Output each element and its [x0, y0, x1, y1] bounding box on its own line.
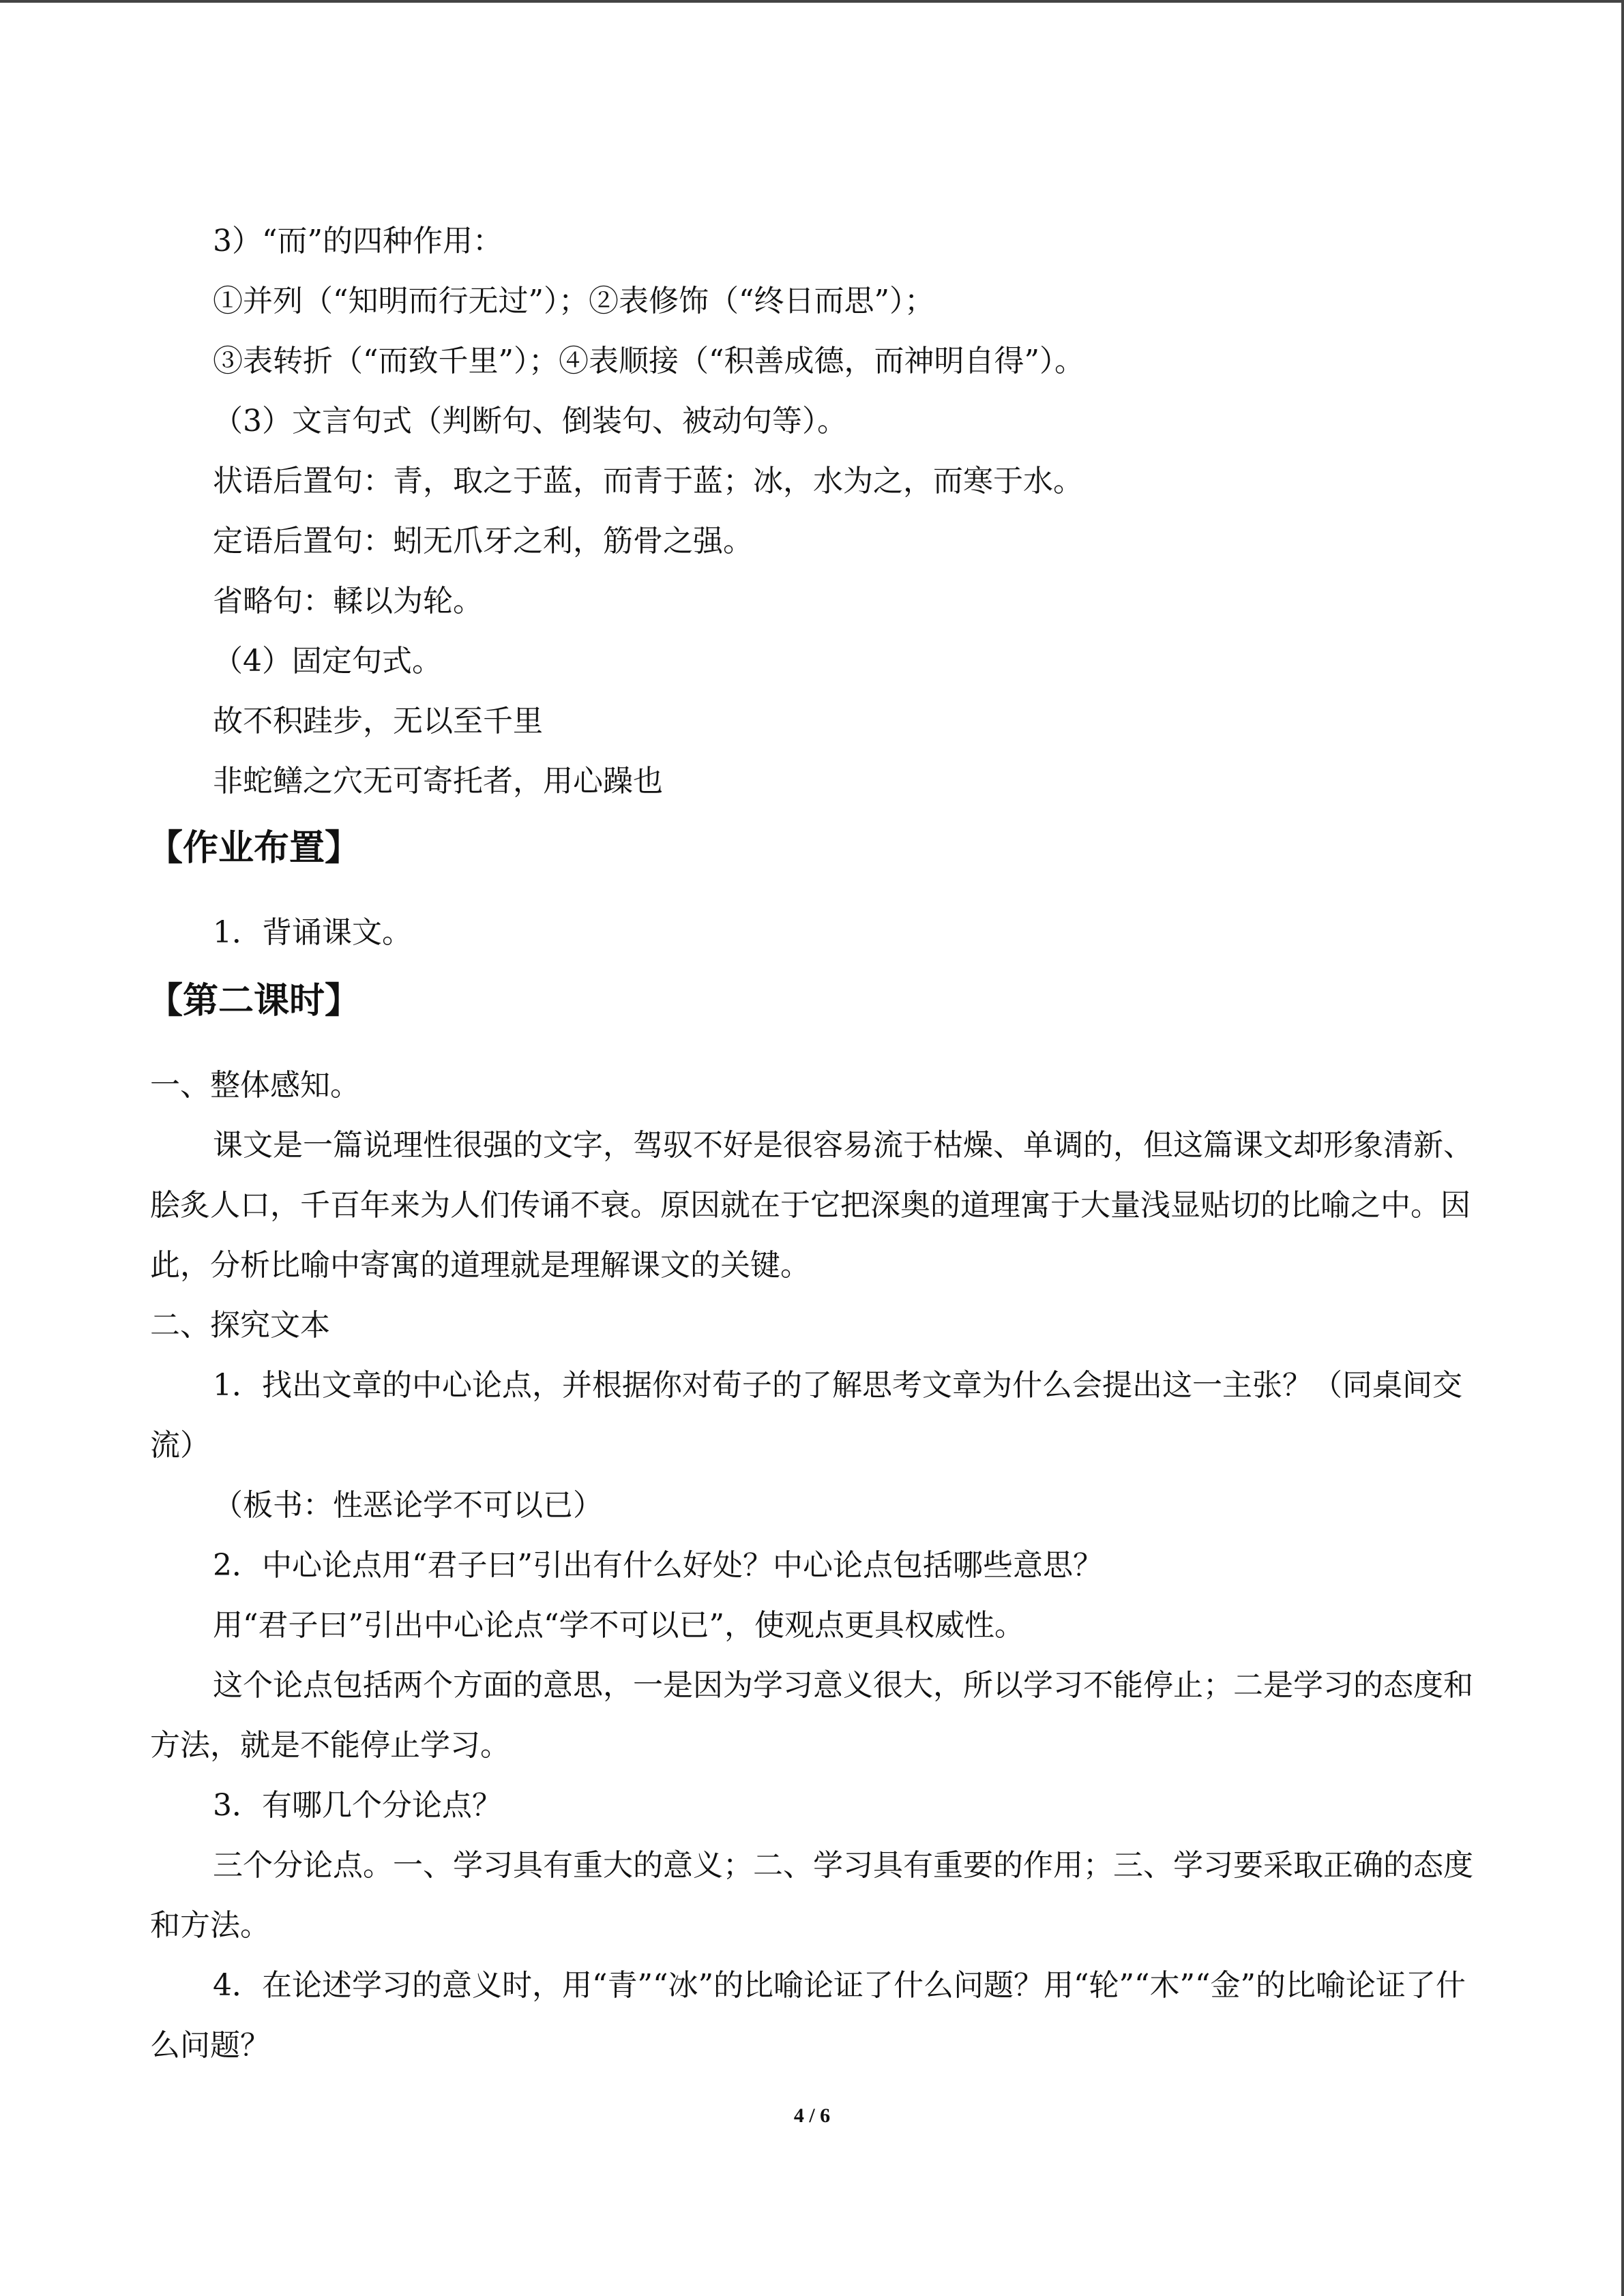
top-border [0, 0, 1624, 3]
text-line: 非蛇鳝之穴无可寄托者，用心躁也 [213, 764, 663, 799]
text-line: 定语后置句：蚓无爪牙之利，筋骨之强。 [213, 524, 753, 558]
heading-second-lesson: 【第二课时】 [147, 981, 361, 1022]
note: （板书：性恶论学不可以已） [213, 1488, 603, 1523]
text-line: ③表转折（“而致千里”）；④表顺接（“积善成德，而神明自得”）。 [213, 344, 1084, 378]
answer: 这个论点包括两个方面的意思，一是因为学习意义很大，所以学习不能停止；二是学习的态度和方法，就是不能停止学习。 [150, 1668, 1473, 1763]
question: 2．中心论点用“君子曰”引出有什么好处？中心论点包括哪些意思？ [213, 1548, 1103, 1583]
homework-item: 1．背诵课文。 [213, 915, 412, 950]
right-border [1621, 0, 1624, 2296]
paragraph: 课文是一篇说理性很强的文字，驾驭不好是很容易流于枯燥、单调的，但这篇课文却形象清新、脍炙人口，千百年来为人们传诵不衰。原因就在于它把深奥的道理寓于大量浅显贴切的比喻之中。因此，分析比喻中寄寓的道理就是理解课文的关键。 [150, 1128, 1473, 1283]
text-line: （4）固定句式。 [213, 644, 442, 679]
question: 4．在论述学习的意义时，用“青”“冰”的比喻论证了什么问题？用“轮”“木”“金”的比喻论证了什么问题？ [150, 1968, 1466, 2063]
page-content [147, 211, 1473, 2076]
text-line: （3）文言句式（判断句、倒装句、被动句等）。 [213, 404, 847, 438]
heading-homework: 【作业布置】 [147, 828, 361, 869]
answer: 用“君子曰”引出中心论点“学不可以已”，使观点更具权威性。 [213, 1608, 1024, 1643]
question: 1．找出文章的中心论点，并根据你对荀子的了解思考文章为什么会提出这一主张？（同桌间交流） [150, 1368, 1462, 1463]
page-number: 4 / 6 [793, 2104, 831, 2127]
answer: 三个分论点。一、学习具有重大的意义；二、学习具有重要的作用；三、学习要采取正确的态度和方法。 [150, 1848, 1473, 1943]
text-line: 状语后置句：青，取之于蓝，而青于蓝；冰，水为之，而寒于水。 [213, 464, 1083, 498]
section-title: 二、探究文本 [150, 1308, 330, 1343]
text-line: 故不积跬步，无以至千里 [213, 704, 543, 739]
text-line: 省略句：輮以为轮。 [213, 584, 483, 618]
text-line: 3）“而”的四种作用： [213, 224, 503, 258]
question: 3．有哪几个分论点？ [213, 1788, 502, 1823]
text-line: ①并列（“知明而行无过”）；②表修饰（“终日而思”）； [213, 284, 934, 318]
section-title: 一、整体感知。 [150, 1068, 360, 1103]
